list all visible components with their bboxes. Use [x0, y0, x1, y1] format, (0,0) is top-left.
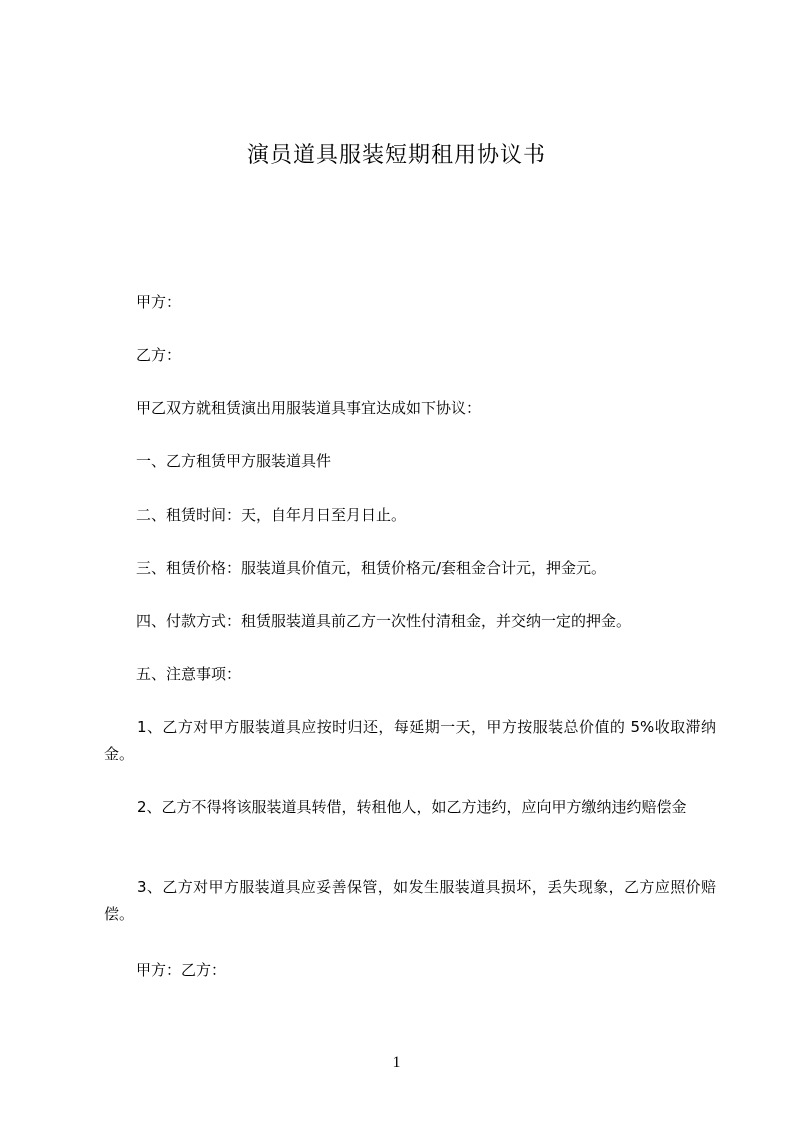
note-late-return: 1、乙方对甲方服装道具应按时归还，每延期一天，甲方按服装总价值的 5%收取滞纳金。	[104, 718, 716, 763]
note-damage-compensation: 3、乙方对甲方服装道具应妥善保管，如发生服装道具损坏，丢失现象，乙方应照价赔偿。	[104, 878, 716, 923]
clause-payment-method: 四、付款方式：租赁服装道具前乙方一次性付清租金，并交纳一定的押金。	[136, 612, 632, 630]
clause-rental-price: 三、租赁价格：服装道具价值元，租赁价格元/套租金合计元，押金元。	[136, 559, 607, 577]
signature-line: 甲方：乙方：	[136, 961, 227, 979]
party-a-line: 甲方：	[136, 293, 182, 311]
page-number: 1	[392, 1054, 401, 1071]
note-no-sublease: 2、乙方不得将该服装道具转借，转租他人，如乙方违约，应向甲方缴纳违约赔偿金	[137, 798, 687, 816]
agreement-intro: 甲乙双方就租赁演出用服装道具事宜达成如下协议：	[136, 399, 482, 417]
clause-quantity: 一、乙方租赁甲方服装道具件	[136, 452, 332, 470]
document-title: 演员道具服装短期租用协议书	[246, 143, 546, 168]
party-b-line: 乙方：	[136, 346, 182, 364]
clause-rental-period: 二、租赁时间：天，自年月日至月日止。	[136, 506, 407, 524]
clause-notes-heading: 五、注意事项：	[136, 665, 242, 683]
